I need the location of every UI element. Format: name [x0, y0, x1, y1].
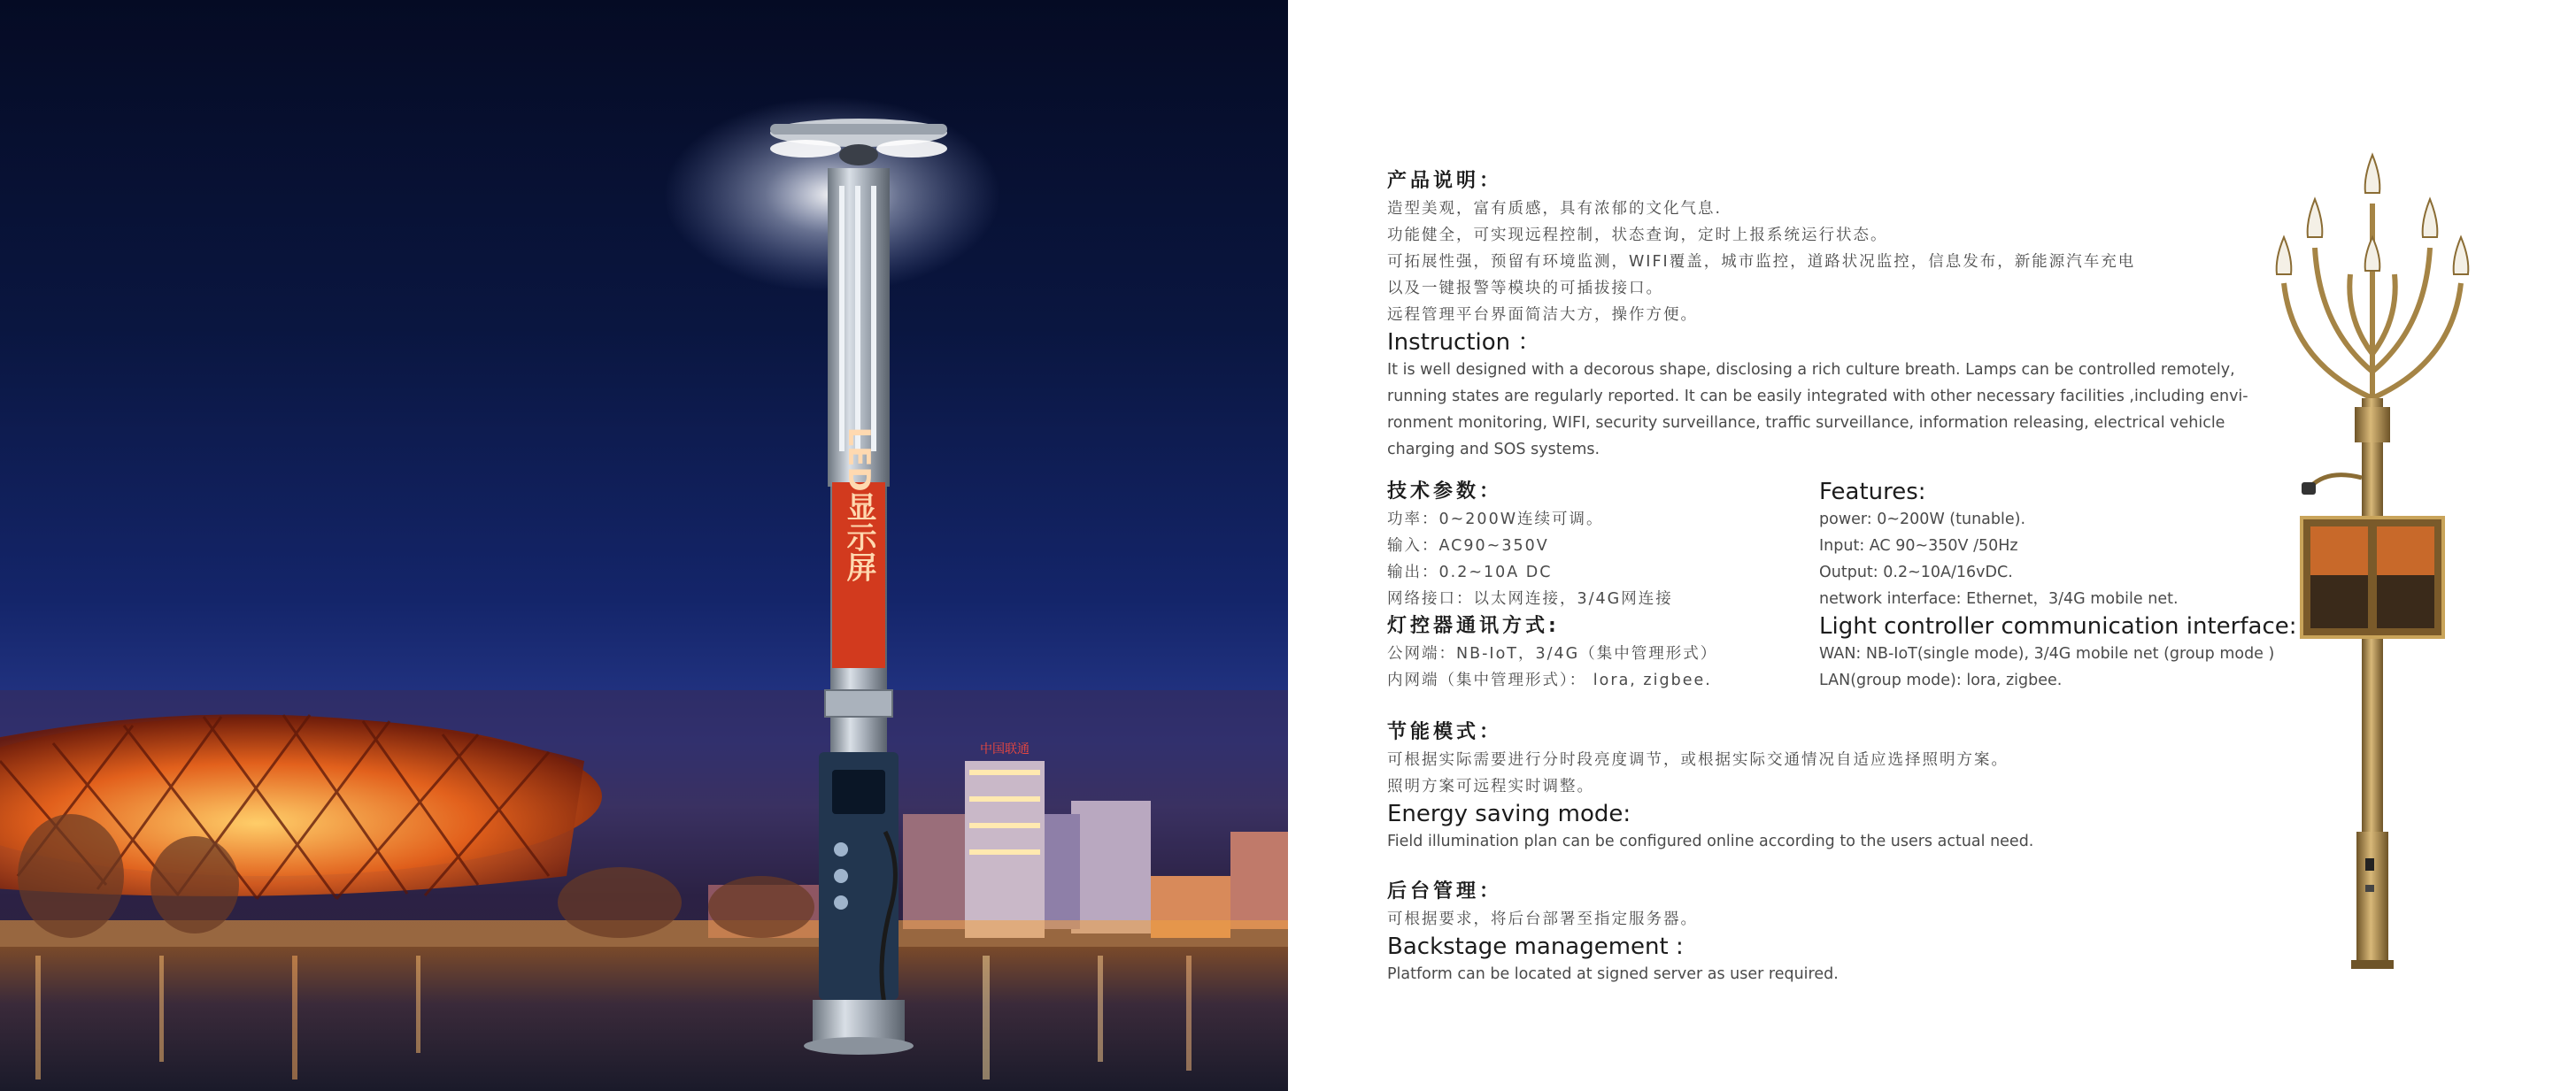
- instruction-line: running states are regularly reported. It can be easily integrated with other necessary facilities ,including envi-: [1387, 388, 2248, 405]
- energy-heading-cn: 节能模式：: [1387, 721, 1503, 743]
- energy-saving-section: [1387, 718, 2033, 855]
- energy-line-en: Field illumination plan can be configured online according to the users actual need.: [1387, 833, 2034, 850]
- tech-param-line: 输入：AC90~350V: [1387, 537, 1549, 555]
- controller-line: 内网端（集中管理形式）： lora, zigbee.: [1387, 672, 1712, 689]
- feature-line: Input: AC 90~350V /50Hz: [1819, 537, 2018, 555]
- controller-heading-en: Light controller communication interface:: [1819, 613, 2297, 640]
- instruction-line: charging and SOS systems.: [1387, 441, 1600, 458]
- led-display-text: LED显示屏: [841, 426, 876, 582]
- description-line: 远程管理平台界面简洁大方，操作方便。: [1387, 306, 1698, 324]
- energy-line: 照明方案可远程实时调整。: [1387, 778, 1594, 795]
- features-en-section: [1819, 478, 2297, 694]
- tech-param-line: 输出：0.2~10A DC: [1387, 564, 1553, 581]
- tech-params-heading-cn: 技术参数：: [1387, 480, 1503, 503]
- description-line: 可拓展性强，预留有环境监测，WIFI覆盖，城市监控，道路状况监控，信息发布，新能源汽车充电: [1387, 253, 2136, 271]
- specification-page: [1288, 0, 2576, 1091]
- feature-line: network interface: Ethernet，3/4G mobile net.: [1819, 590, 2179, 608]
- tech-param-line: 功率：0~200W连续可调。: [1387, 511, 1604, 528]
- product-description-heading-cn: 产品说明：: [1387, 170, 1503, 192]
- controller-line: 公网端：NB-IoT，3/4G（集中管理形式）: [1387, 645, 1718, 663]
- controller-line-en: WAN: NB-IoT(single mode), 3/4G mobile net (group mode ): [1819, 645, 2275, 663]
- backstage-heading-en: Backstage management :: [1387, 933, 1684, 960]
- product-description-section: [1387, 167, 2272, 463]
- instruction-line: ronment monitoring, WIFI, security surveillance, traffic surveillance, information releasing, electrical vehicle: [1387, 414, 2225, 432]
- controller-heading-cn: 灯控器通讯方式:: [1387, 615, 1560, 637]
- tech-params-cn-section: [1387, 478, 1717, 694]
- features-heading-en: Features:: [1819, 479, 1926, 505]
- instruction-line: It is well designed with a decorous shape, disclosing a rich culture breath. Lamps can be controlled remotely,: [1387, 361, 2235, 379]
- building-sign: 中国联通: [980, 742, 1030, 757]
- description-line: 功能健全，可实现远程控制，状态查询，定时上报系统运行状态。: [1387, 227, 1888, 244]
- backstage-line-en: Platform can be located at signed server as user required.: [1387, 965, 1839, 983]
- feature-line: power: 0~200W (tunable).: [1819, 511, 2026, 528]
- energy-line: 可根据实际需要进行分时段亮度调节，或根据实际交通情况自适应选择照明方案。: [1387, 751, 2009, 769]
- backstage-line: 可根据要求，将后台部署至指定服务器。: [1387, 910, 1698, 928]
- backstage-section: [1387, 878, 1839, 987]
- feature-line: Output: 0.2~10A/16vDC.: [1819, 564, 2013, 581]
- tech-param-line: 网络接口：以太网连接，3/4G网连接: [1387, 590, 1673, 608]
- energy-heading-en: Energy saving mode:: [1387, 801, 1631, 827]
- description-line: 以及一键报警等模块的可插拔接口。: [1387, 280, 1663, 297]
- instruction-heading-en: Instruction ：: [1387, 329, 1541, 356]
- backstage-heading-cn: 后台管理：: [1387, 880, 1503, 903]
- controller-line-en: LAN(group mode): lora, zigbee.: [1819, 672, 2063, 689]
- magnolia-lamp-illustration: [2266, 150, 2479, 973]
- description-line: 造型美观，富有质感，具有浓郁的文化气息.: [1387, 200, 1723, 218]
